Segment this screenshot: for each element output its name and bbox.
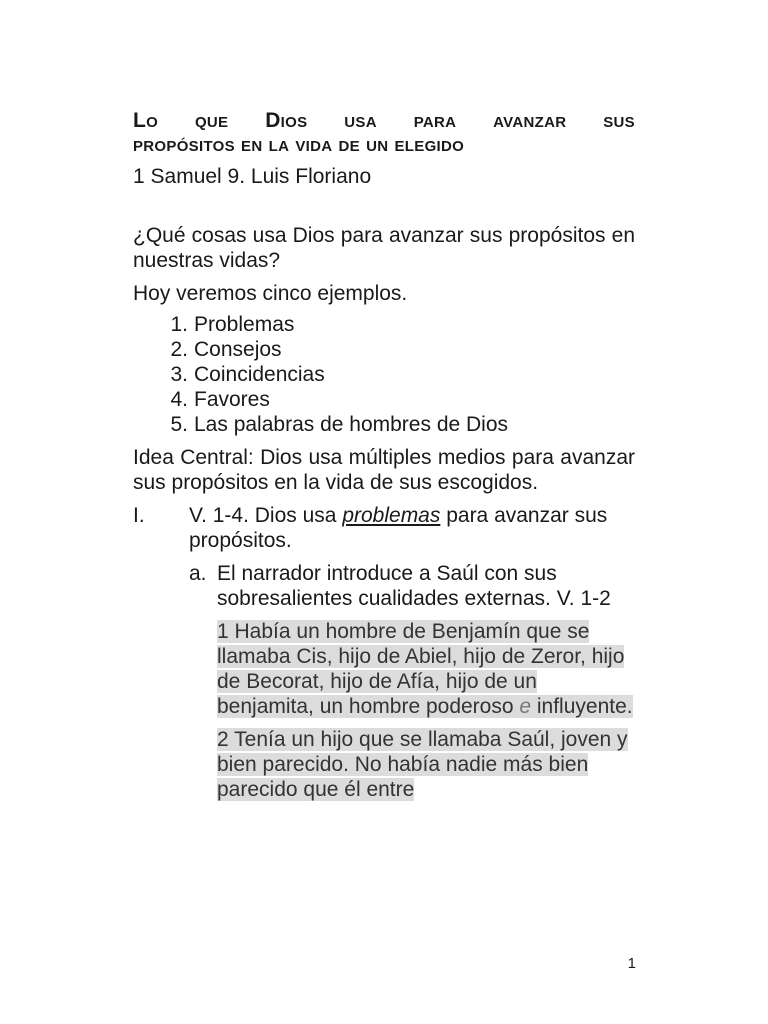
list-item	[133, 312, 635, 337]
title-word: sus	[603, 109, 635, 132]
list-number: 5.	[170, 413, 188, 436]
subpoint-a	[189, 561, 635, 611]
section-emphasis: problemas	[342, 504, 441, 527]
title-line-1	[133, 108, 635, 134]
title-word: Dios	[265, 109, 308, 132]
central-idea: Idea Central: Dios usa múltiples medios para avanzar sus propósitos en la vida de sus escogidos.	[133, 446, 635, 494]
document-page	[133, 108, 635, 802]
title-word: que	[194, 109, 229, 132]
title-line-2: propósitos en la vida de un elegido	[133, 133, 465, 156]
document-subtitle: 1 Samuel 9. Luis Floriano	[133, 165, 372, 188]
list-label: Consejos	[194, 338, 282, 361]
verse-text: 1 Había un hombre de Benjamín que se llamaba Cis, hijo de Abiel, hijo de Zeror, hijo de Becorat, hijo de Afía, hijo de un benjamita, un hombre poderoso	[217, 620, 625, 718]
list-label: Las palabras de hombres de Dios	[194, 413, 509, 436]
page-number: 1	[627, 955, 636, 972]
list-number: 4.	[170, 388, 188, 411]
subpoint-text: El narrador introduce a Saúl con sus sobresalientes cualidades externas. V. 1-2	[217, 562, 611, 610]
list-item	[133, 412, 635, 437]
list-number: 1.	[170, 313, 188, 336]
verse-2	[217, 727, 635, 802]
section-text-before: V. 1-4. Dios usa	[189, 504, 343, 527]
verse-highlight: 2 Tenía un hijo que se llamaba Saúl, joven y bien parecido. No había nadie más bien parecido que él entre	[217, 728, 628, 801]
title-word: avanzar	[493, 109, 567, 132]
section-number: I.	[133, 504, 145, 527]
opening-question: ¿Qué cosas usa Dios para avanzar sus propósitos en nuestras vidas?	[133, 224, 635, 272]
document-title	[133, 108, 635, 158]
verse-highlight	[217, 620, 633, 718]
list-number: 3.	[170, 363, 188, 386]
verse-1	[217, 619, 635, 719]
list-label: Coincidencias	[194, 363, 325, 386]
verse-text: influyente.	[531, 695, 633, 718]
list-item	[133, 362, 635, 387]
list-label: Favores	[194, 388, 270, 411]
list-number: 2.	[170, 338, 188, 361]
title-word: usa	[344, 109, 377, 132]
points-list	[133, 312, 635, 437]
list-item	[133, 337, 635, 362]
section-text-after: para avanzar sus propósitos.	[189, 504, 608, 552]
verse-italic: e	[519, 695, 532, 718]
title-word: para	[413, 109, 457, 132]
section-1	[133, 503, 635, 553]
list-label: Problemas	[194, 313, 295, 336]
subpoint-letter: a.	[189, 562, 207, 585]
intro-sentence: Hoy veremos cinco ejemplos.	[133, 282, 408, 305]
title-word: Lo	[133, 109, 159, 132]
section-heading	[189, 503, 635, 553]
list-item	[133, 387, 635, 412]
